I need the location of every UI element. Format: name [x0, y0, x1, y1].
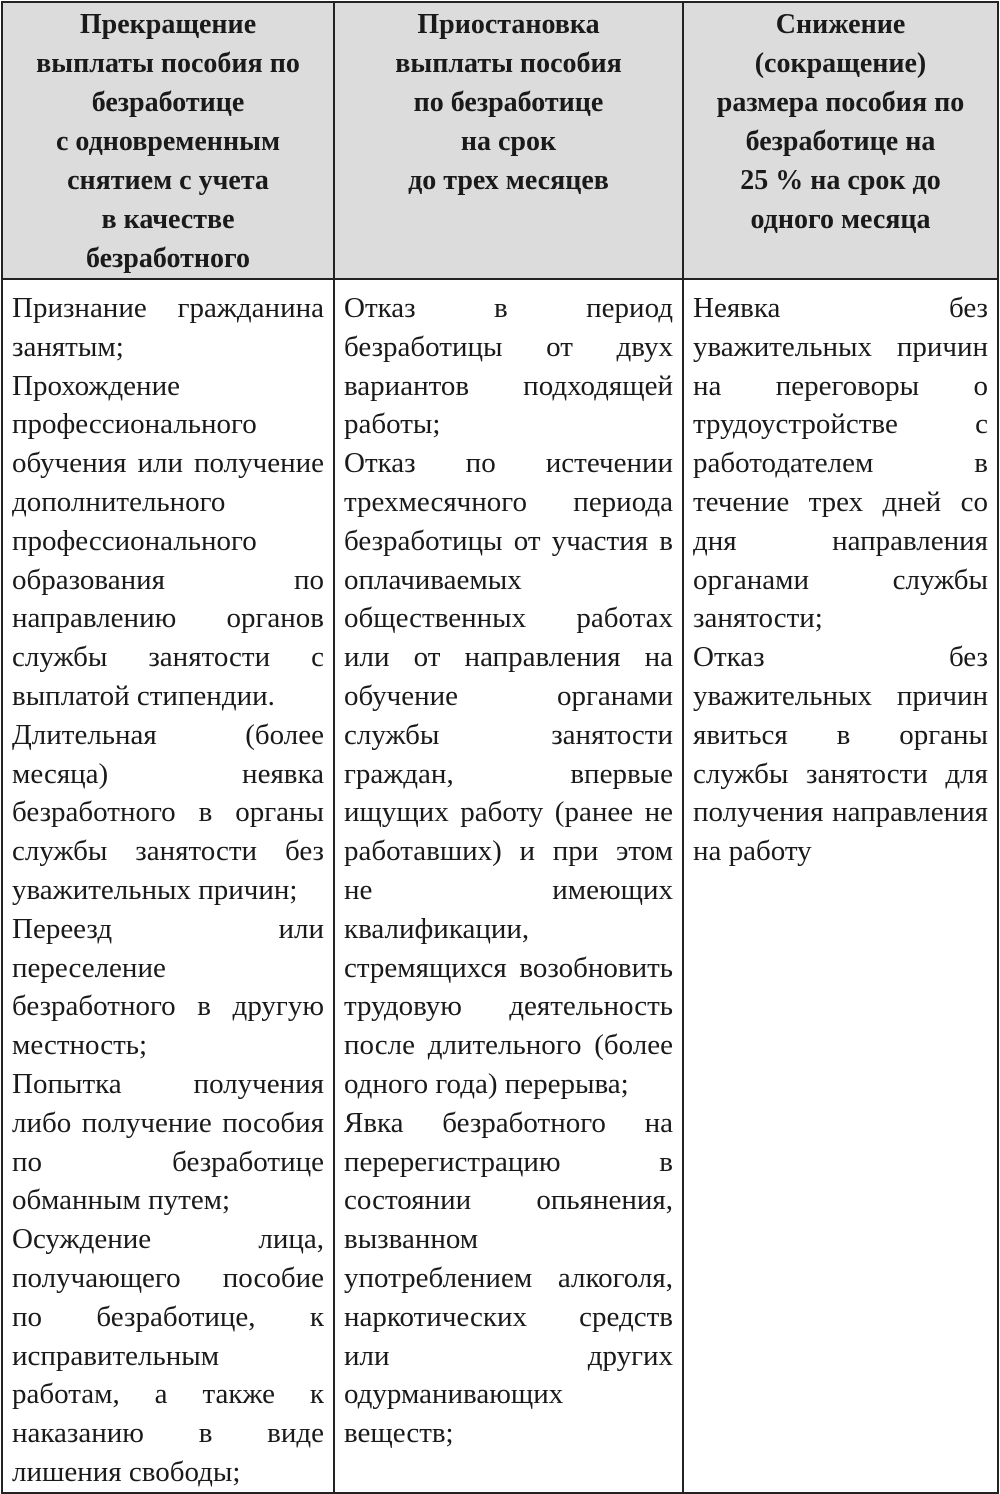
header-line: Снижение: [775, 9, 906, 40]
header-line: выплаты пособия: [395, 48, 622, 79]
header-line: на срок: [460, 126, 557, 157]
list-item: Неявка без уважительных причин на переговоры о трудоустройстве с работодателем в течение трех дней со дня направления органами службы занятости;: [693, 292, 988, 635]
list-item: Отказ по истечении трехмесячного периода безработицы от участия в оплачиваемых общественных работах или от направления на обучение органами службы занятости граждан, впервые ищущих работу (ранее не работавших) и при этом не имеющих квалификации, стремящихся возобновить трудовую деятельность после длительного (более одного года) перерыва;: [344, 447, 673, 1100]
header-line: (сокращение): [754, 48, 927, 79]
header-line: безработице: [91, 87, 245, 118]
table-body-row: [2, 279, 998, 1493]
benefits-table: [1, 1, 999, 1494]
list-item: Попытка получения либо получение пособия по безработице обманным путем;: [12, 1067, 324, 1217]
header-line: в качестве: [101, 204, 235, 235]
header-line: Приостановка: [417, 9, 600, 40]
list-item: Отказ без уважительных причин явиться в органы службы занятости для получения направления на работу: [693, 641, 988, 868]
header-line: размера пособия по: [716, 87, 965, 118]
header-line: одного месяца: [750, 204, 931, 235]
reduction-grounds-cell: [683, 279, 998, 1493]
header-line: выплаты пособия по: [36, 48, 300, 79]
table-header-row: [2, 2, 998, 279]
header-line: безработного: [85, 243, 251, 274]
termination-grounds-cell: [2, 279, 334, 1493]
list-item: Признание гражданина занятым;: [12, 292, 324, 363]
suspension-grounds-cell: [334, 279, 683, 1493]
header-line: с одновременным: [55, 126, 281, 157]
list-item: Осуждение лица, получающего пособие по безработице, к исправительным работам, а также к наказанию в виде лишения свободы;: [12, 1223, 324, 1488]
header-line: снятием с учета: [67, 165, 269, 196]
list-item: Явка безработного на перерегистрацию в состоянии опьянения, вызванном употреблением алкоголя, наркотических средств или других одурманивающих веществ;: [344, 1106, 673, 1450]
header-suspension: [334, 2, 683, 279]
header-termination: [2, 2, 334, 279]
list-item: Переезд или переселение безработного в другую местность;: [12, 912, 324, 1062]
header-line: Прекращение: [79, 9, 257, 40]
header-reduction: [683, 2, 998, 279]
header-line: по безработице: [413, 87, 604, 118]
header-line: 25 % на срок до: [740, 165, 941, 196]
list-item: Прохождение профессионального обучения или получение дополнительного профессионального образования по направлению органов службы занятости с выплатой стипендии.: [12, 369, 324, 712]
list-item: Длительная (более месяца) неявка безработного в органы службы занятости без уважительных причин;: [12, 718, 324, 906]
header-line: безработице на: [745, 126, 936, 157]
list-item: Отказ в период безработицы от двух вариантов подходящей работы;: [344, 292, 673, 441]
header-line: до трех месяцев: [408, 165, 609, 196]
